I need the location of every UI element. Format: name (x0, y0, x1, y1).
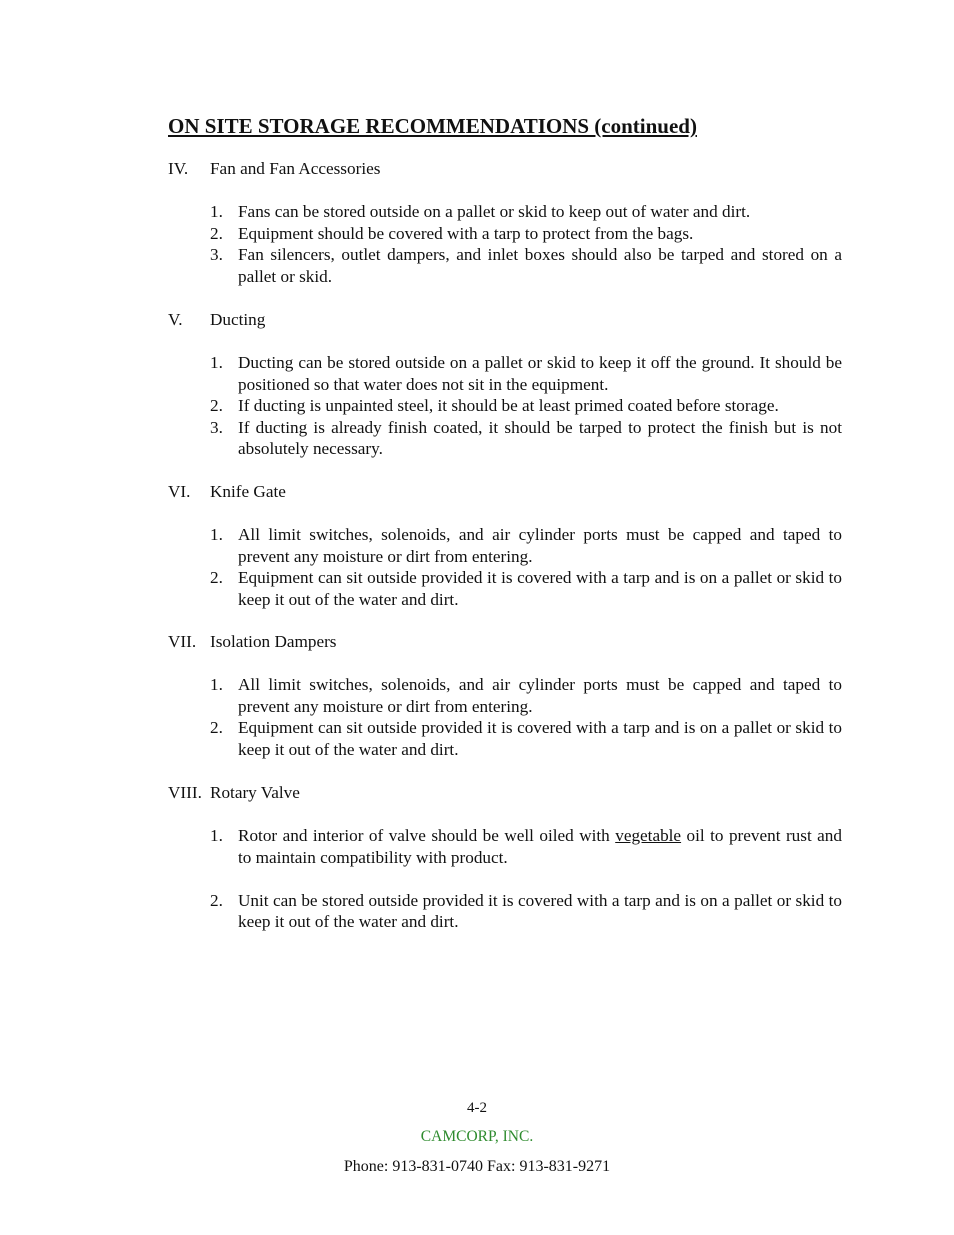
section-label: Isolation Dampers (210, 632, 337, 651)
list-item (168, 567, 842, 610)
list-item (168, 825, 842, 868)
list-item (168, 223, 842, 245)
section-number: VII. (168, 632, 197, 651)
item-text: All limit switches, solenoids, and air cylinder ports must be capped and taped to prevent any moisture or dirt from entering. (238, 525, 842, 566)
list-item (168, 524, 842, 567)
item-number: 3. (210, 417, 223, 437)
item-text-after: oil to prevent rust and to maintain compatibility with product. (238, 826, 842, 867)
section-number: IV. (168, 159, 189, 178)
item-text: Ducting can be stored outside on a pallet or skid to keep it off the ground. It should be positioned so that water does not sit in the equipment. (238, 353, 842, 394)
item-number: 1. (210, 353, 223, 372)
company-name: CAMCORP, INC. (420, 1128, 534, 1145)
item-list (168, 524, 842, 610)
section-heading (168, 782, 842, 804)
item-list (168, 201, 842, 287)
item-text: Equipment can sit outside provided it is covered with a tarp and is on a pallet or skid to keep it out of the water and dirt. (238, 568, 842, 609)
item-number: 1. (210, 826, 223, 845)
list-item (168, 352, 842, 395)
item-text (238, 826, 842, 867)
item-list (168, 674, 842, 760)
section-number: V. (168, 310, 183, 329)
section-number: VI. (168, 482, 191, 501)
section-heading (168, 309, 842, 331)
item-text: If ducting is unpainted steel, it should be at least primed coated before storage. (238, 396, 779, 415)
item-text: All limit switches, solenoids, and air cylinder ports must be capped and taped to prevent any moisture or dirt from entering. (238, 675, 842, 716)
section-fan-accessories (168, 158, 842, 287)
item-number: 3. (210, 245, 223, 264)
item-number: 2. (210, 568, 223, 587)
section-label: Knife Gate (210, 482, 286, 501)
item-number: 2. (210, 396, 223, 415)
item-text: Fans can be stored outside on a pallet or skid to keep out of water and dirt. (238, 202, 751, 221)
section-label: Rotary Valve (210, 783, 300, 802)
section-heading (168, 631, 842, 653)
list-item (168, 890, 842, 933)
section-label: Ducting (210, 310, 266, 329)
item-number: 2. (210, 890, 223, 910)
section-label: Fan and Fan Accessories (210, 159, 381, 178)
item-text-before: Rotor and interior of valve should be well oiled with (238, 826, 616, 845)
item-list (168, 825, 842, 933)
item-text: Equipment should be covered with a tarp to protect from the bags. (238, 223, 694, 243)
item-text: If ducting is already finish coated, it should be tarped to protect the finish but is not absolutely necessary. (238, 417, 842, 458)
list-item (168, 674, 842, 717)
item-number: 1. (210, 675, 223, 694)
section-rotary-valve (168, 782, 842, 933)
list-item (168, 717, 842, 760)
item-list (168, 352, 842, 460)
item-text-underlined: vegetable (615, 826, 682, 845)
list-item (168, 395, 842, 417)
section-knife-gate (168, 481, 842, 610)
page-title: ON SITE STORAGE RECOMMENDATIONS (continued) (168, 114, 697, 138)
item-number: 2. (210, 718, 223, 737)
section-isolation-dampers (168, 631, 842, 760)
item-number: 1. (210, 525, 223, 544)
list-item (168, 417, 842, 460)
item-number: 2. (210, 223, 223, 243)
section-heading (168, 481, 842, 503)
list-item (168, 244, 842, 287)
item-text: Fan silencers, outlet dampers, and inlet boxes should also be tarped and stored on a pallet or skid. (238, 245, 842, 286)
section-ducting (168, 309, 842, 460)
contact-phone-fax: Phone: 913-831-0740 Fax: 913-831-9271 (343, 1158, 611, 1175)
page-number: 4-2 (467, 1100, 487, 1116)
item-number: 1. (210, 202, 223, 221)
item-text: Unit can be stored outside provided it is covered with a tarp and is on a pallet or skid to keep it out of the water and dirt. (238, 890, 842, 931)
item-text: Equipment can sit outside provided it is covered with a tarp and is on a pallet or skid to keep it out of the water and dirt. (238, 718, 842, 759)
section-heading (168, 158, 842, 180)
list-item (168, 201, 842, 223)
section-number: VIII. (168, 783, 202, 802)
